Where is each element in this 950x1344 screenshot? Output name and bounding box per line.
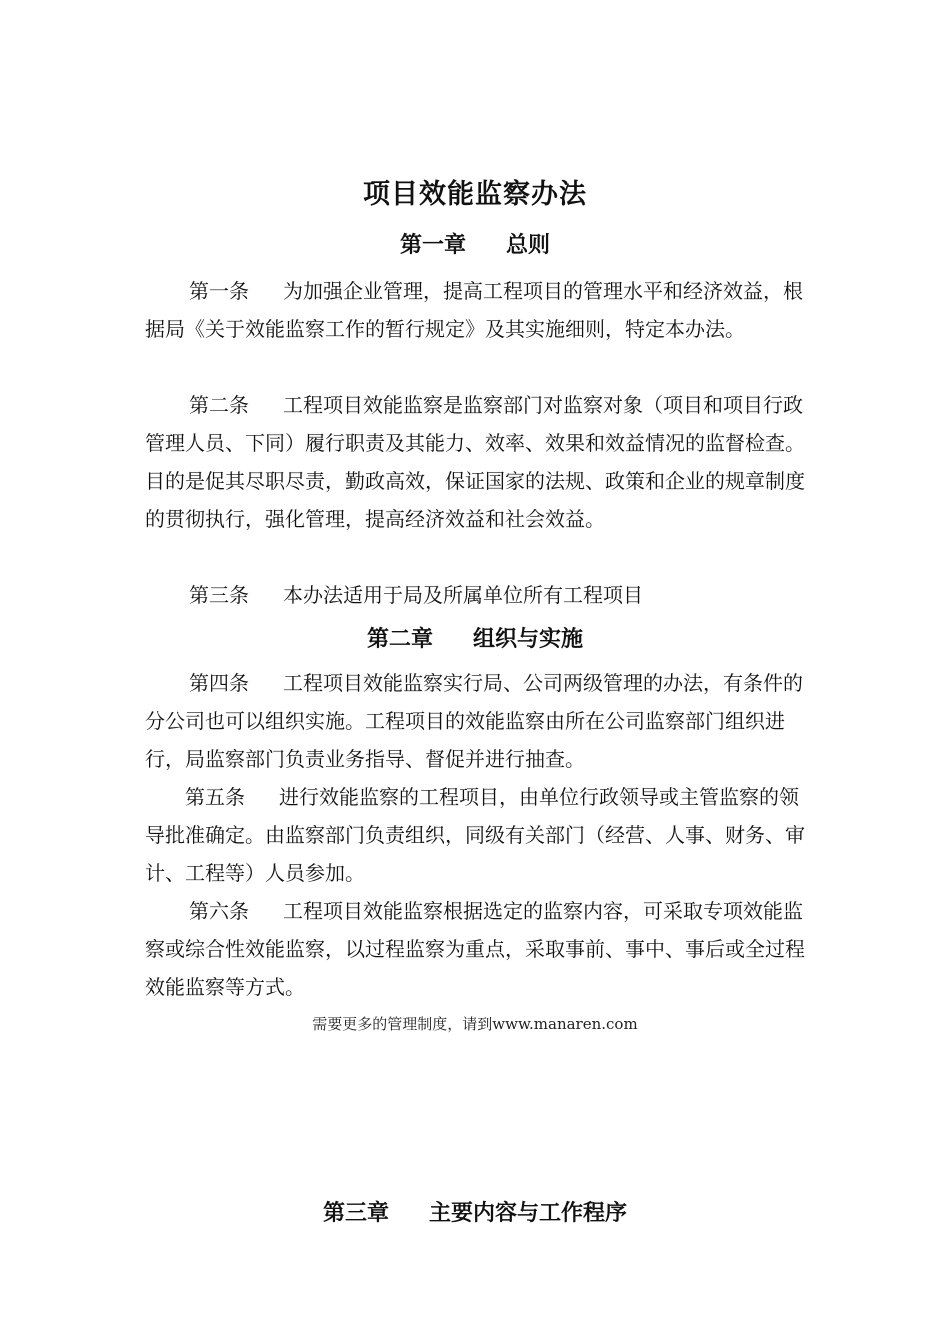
article-text: 进行效能监察的工程项目，由单位行政领导或主管监察的领导批准确定。由监察部门负责组织，同级有关部门（经营、人事、财务、审计、工程等）人员参加。 xyxy=(145,785,805,885)
article-text: 工程项目效能监察根据选定的监察内容，可采取专项效能监察或综合性效能监察，以过程监察为重点，采取事前、事中、事后或全过程效能监察等方式。 xyxy=(145,899,805,999)
chapter-name: 组织与实施 xyxy=(473,627,584,652)
document-title: 项目效能监察办法 xyxy=(363,179,587,210)
article-5 xyxy=(145,778,810,892)
article-text: 本办法适用于局及所属单位所有工程项目 xyxy=(283,583,643,607)
article-number: 第四条 xyxy=(189,671,249,695)
article-2 xyxy=(145,386,810,538)
article-number: 第一条 xyxy=(189,279,249,303)
chapter-name: 主要内容与工作程序 xyxy=(429,1201,628,1226)
chapter-number: 第一章 xyxy=(399,233,466,258)
article-text: 工程项目效能监察是监察部门对监察对象（项目和项目行政管理人员、下同）履行职责及其能力、效率、效果和效益情况的监督检查。目的是促其尽职尽责，勤政高效，保证国家的法规、政策和企业的规章制度的贯彻执行，强化管理，提高经济效益和社会效益。 xyxy=(145,393,805,531)
article-number: 第五条 xyxy=(185,785,245,809)
article-number: 第三条 xyxy=(189,583,249,607)
article-3 xyxy=(145,576,810,614)
article-6 xyxy=(145,892,810,1006)
article-number: 第二条 xyxy=(189,393,249,417)
article-number: 第六条 xyxy=(189,899,249,923)
chapter-number: 第二章 xyxy=(366,627,433,652)
article-1 xyxy=(145,272,810,348)
chapter-name: 总则 xyxy=(506,233,551,258)
article-text: 为加强企业管理，提高工程项目的管理水平和经济效益，根据局《关于效能监察工作的暂行规定》及其实施细则，特定本办法。 xyxy=(145,279,803,341)
chapter-number: 第三章 xyxy=(322,1201,389,1226)
footer-note: 需要更多的管理制度，请到www.manaren.com xyxy=(312,1015,638,1033)
article-4 xyxy=(145,664,810,778)
chapter-heading-1 xyxy=(0,228,950,259)
article-text: 工程项目效能监察实行局、公司两级管理的办法，有条件的分公司也可以组织实施。工程项目的效能监察由所在公司监察部门组织进行，局监察部门负责业务指导、督促并进行抽查。 xyxy=(145,671,803,771)
chapter-heading-3 xyxy=(0,1196,950,1227)
chapter-heading-2 xyxy=(0,622,950,653)
